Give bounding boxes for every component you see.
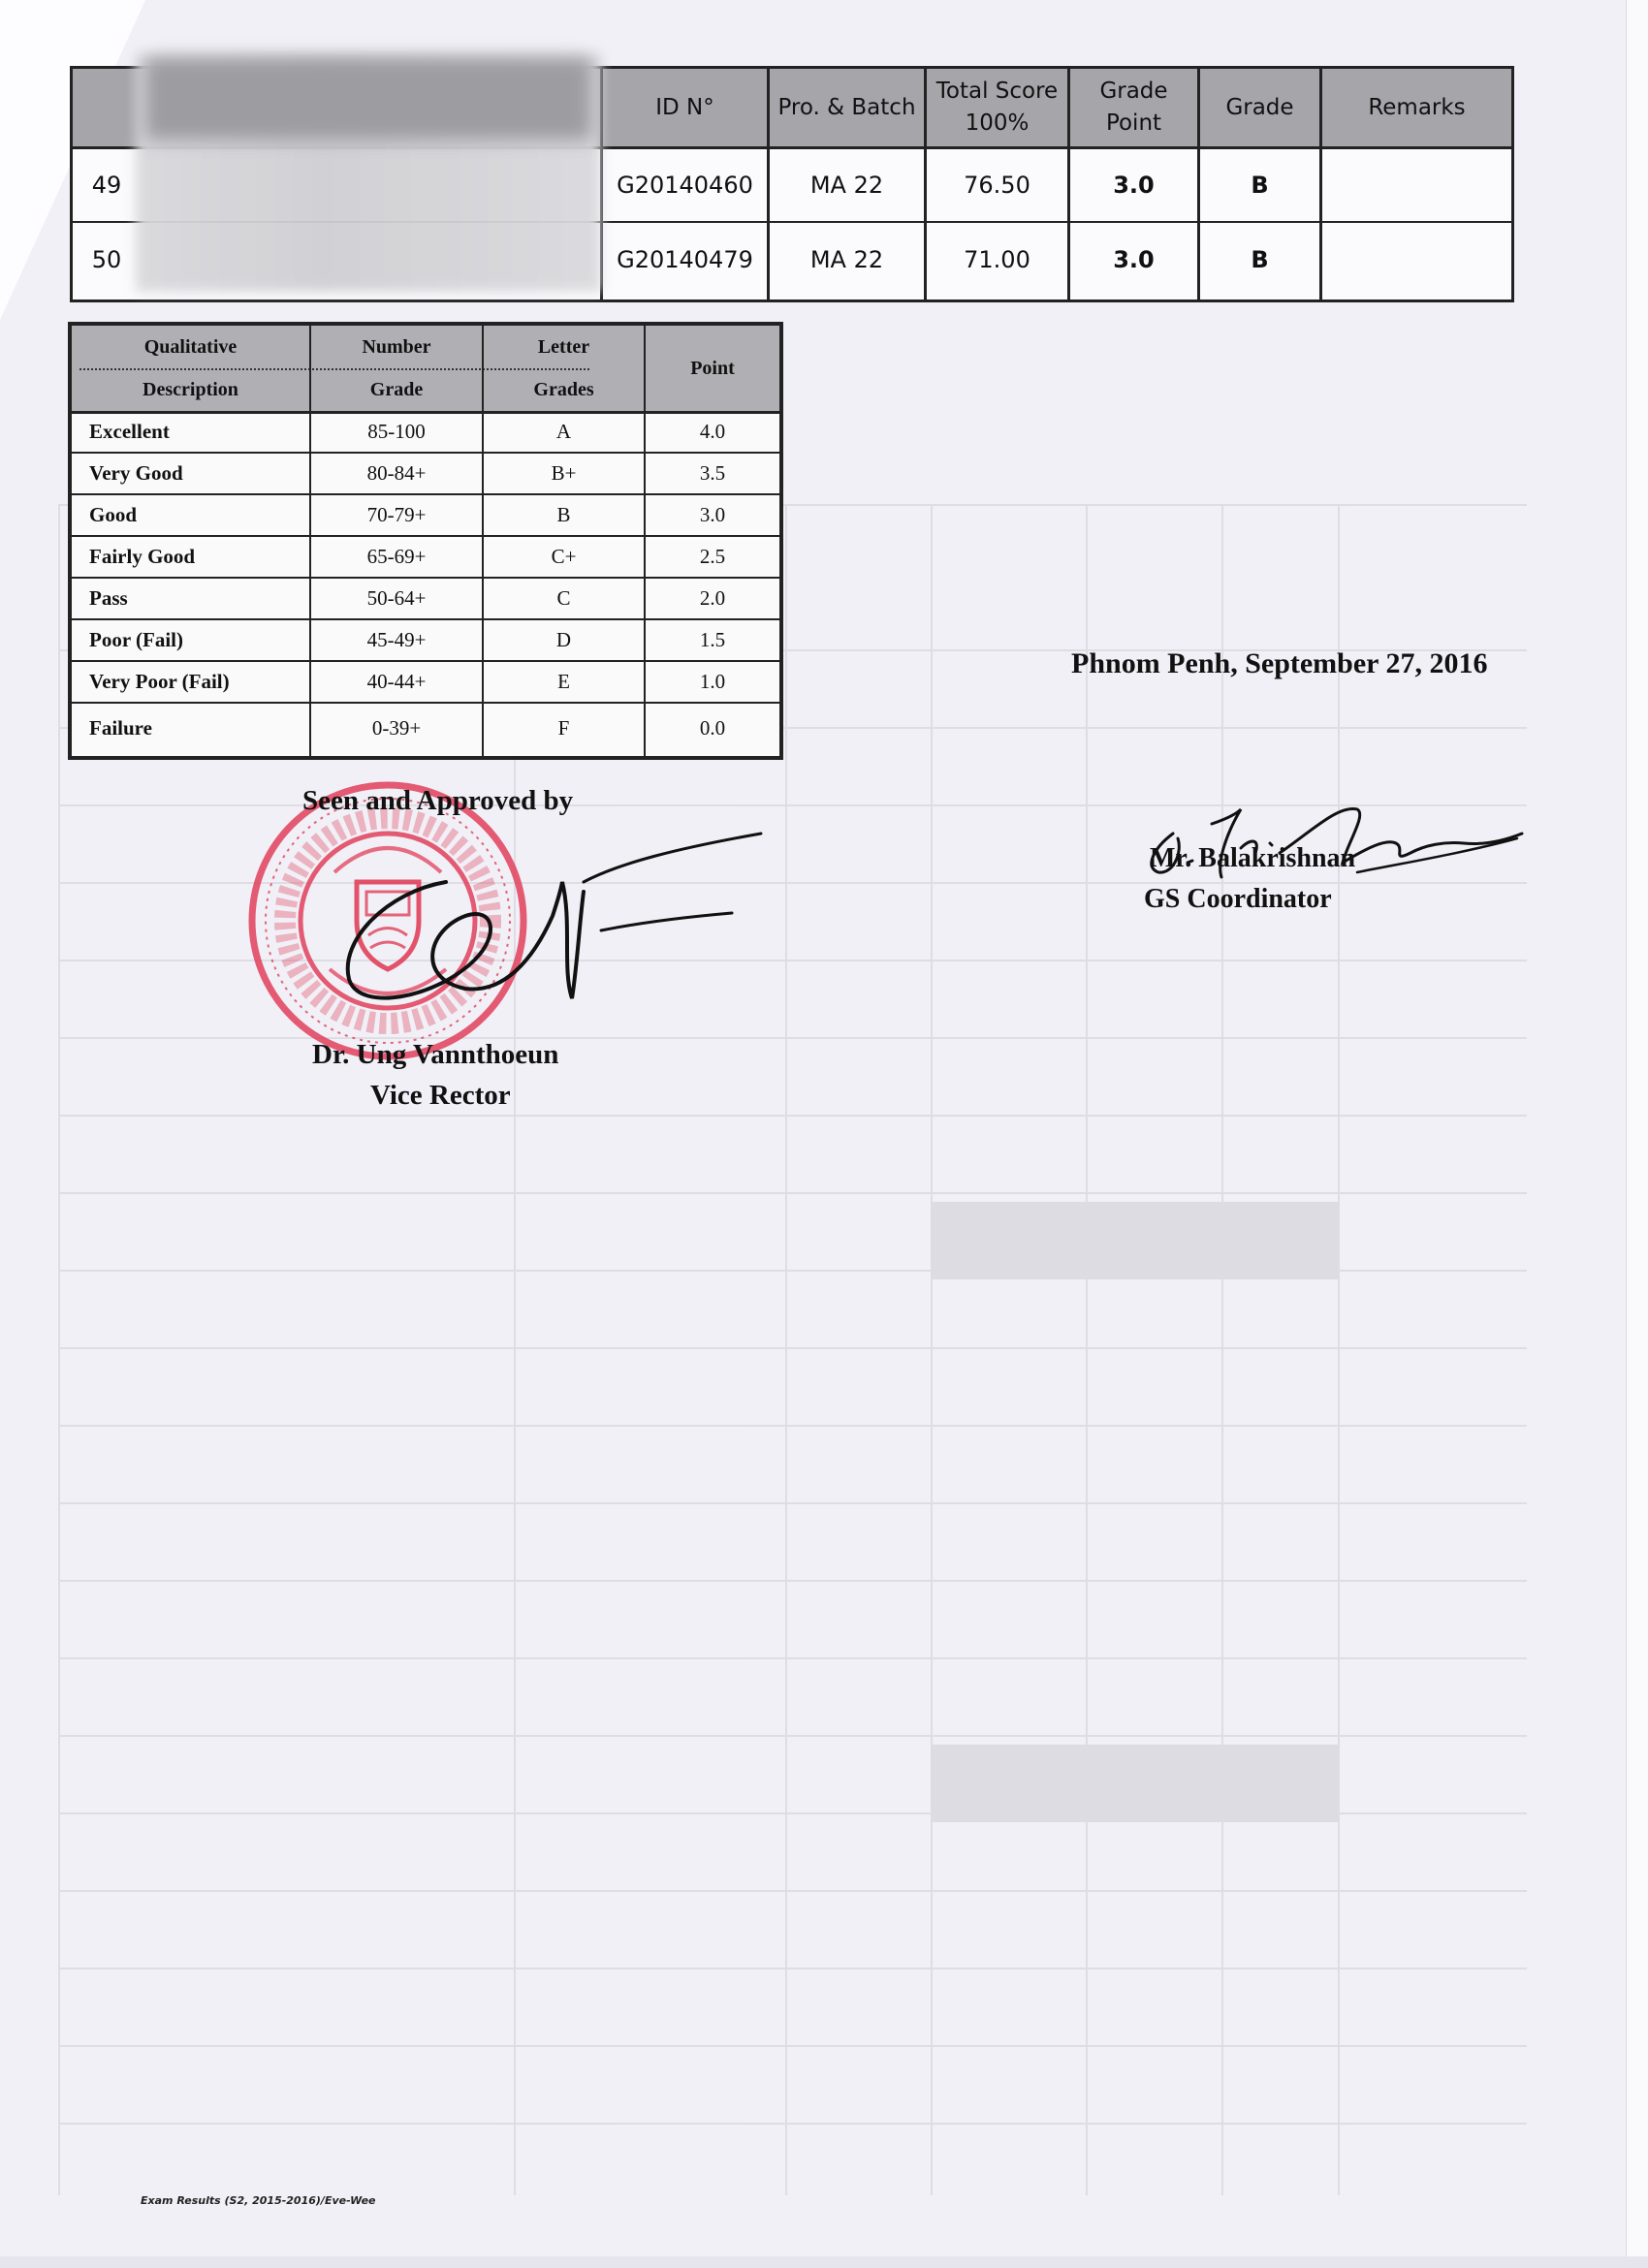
header-point: Point — [690, 357, 735, 379]
scale-letter: C+ — [551, 545, 577, 568]
scale-number: 70-79+ — [366, 503, 427, 526]
vice-rector-title: Vice Rector — [370, 1080, 511, 1111]
header-qualitative: Qualitative — [143, 335, 238, 358]
row-id: G20140460 — [617, 172, 753, 199]
header-total-score — [927, 69, 1067, 146]
header-gp-line2: Point — [1105, 110, 1162, 136]
redacted-header-area — [145, 58, 591, 140]
scale-point: 0.0 — [699, 715, 726, 740]
header-grade-point — [1070, 69, 1197, 146]
header-description: Description — [143, 378, 238, 400]
scale-number: 50-64+ — [366, 586, 427, 610]
row-number: 50 — [91, 246, 122, 273]
scale-description: Pass — [89, 586, 128, 610]
scale-letter: B+ — [551, 461, 577, 485]
row-grade: B — [1251, 172, 1269, 199]
scale-description: Poor (Fail) — [89, 628, 184, 651]
row-id: G20140479 — [617, 246, 753, 273]
scale-point: 1.5 — [699, 628, 726, 651]
scale-letter: D — [555, 628, 572, 651]
header-id: ID N° — [655, 94, 714, 120]
row-grade-point: 3.0 — [1113, 246, 1155, 273]
header-remarks: Remarks — [1368, 94, 1466, 120]
scale-point: 3.5 — [699, 461, 726, 485]
scale-description: Very Poor (Fail) — [89, 670, 230, 693]
row-grade-point: 3.0 — [1113, 172, 1155, 199]
header-grade: Grade — [1225, 94, 1294, 120]
header-letter-grades: Grades — [533, 378, 594, 400]
scale-number: 65-69+ — [366, 545, 427, 568]
page-edge-bottom — [0, 2256, 1648, 2268]
header-number: Number — [362, 335, 431, 358]
document-footer: Exam Results (S2, 2015-2016)/Eve-Wee — [141, 2194, 376, 2207]
scale-letter: B — [556, 503, 571, 526]
scale-point: 3.0 — [699, 503, 726, 526]
page-edge-right — [1626, 0, 1648, 2268]
approval-heading: Seen and Approved by — [302, 785, 574, 816]
scale-description: Good — [89, 503, 138, 526]
scale-letter: A — [555, 420, 572, 443]
header-gp-line1: Grade — [1099, 79, 1168, 104]
coordinator-name: Mr. Balakrishnan — [1150, 843, 1356, 873]
scale-point: 2.0 — [699, 586, 726, 610]
scale-number: 80-84+ — [366, 461, 427, 485]
row-total-score: 76.50 — [964, 172, 1030, 199]
row-number: 49 — [91, 172, 122, 199]
scale-description: Excellent — [89, 420, 170, 443]
scale-letter: C — [556, 586, 571, 610]
scale-description: Fairly Good — [89, 545, 196, 568]
header-letter: Letter — [537, 335, 590, 358]
scale-number: 45-49+ — [366, 628, 427, 651]
header-program: Pro. & Batch — [777, 94, 916, 120]
vice-rector-signature — [330, 824, 785, 1018]
row-remarks — [1322, 149, 1511, 221]
row-program: MA 22 — [809, 172, 884, 199]
scale-description: Very Good — [89, 461, 183, 485]
scale-point: 1.0 — [699, 670, 726, 693]
vice-rector-name: Dr. Ung Vannthoeun — [312, 1039, 559, 1070]
scale-number: 40-44+ — [366, 670, 427, 693]
header-total-line2: 100% — [965, 110, 1030, 136]
row-grade: B — [1251, 246, 1269, 273]
header-number-grade: Grade — [369, 378, 424, 400]
scale-letter: F — [557, 715, 570, 740]
scale-point: 4.0 — [699, 420, 726, 443]
coordinator-title: GS Coordinator — [1144, 884, 1332, 914]
scale-point: 2.5 — [699, 545, 726, 568]
scale-description: Failure — [89, 715, 152, 740]
scale-number: 0-39+ — [371, 715, 422, 740]
row-remarks — [1322, 223, 1511, 297]
header-total-line1: Total Score — [935, 79, 1059, 104]
grading-scale-table — [68, 322, 783, 760]
place-and-date: Phnom Penh, September 27, 2016 — [1071, 647, 1488, 679]
scale-number: 85-100 — [367, 420, 426, 443]
row-program: MA 22 — [809, 246, 884, 273]
scale-letter: E — [557, 670, 570, 693]
row-total-score: 71.00 — [964, 246, 1030, 273]
